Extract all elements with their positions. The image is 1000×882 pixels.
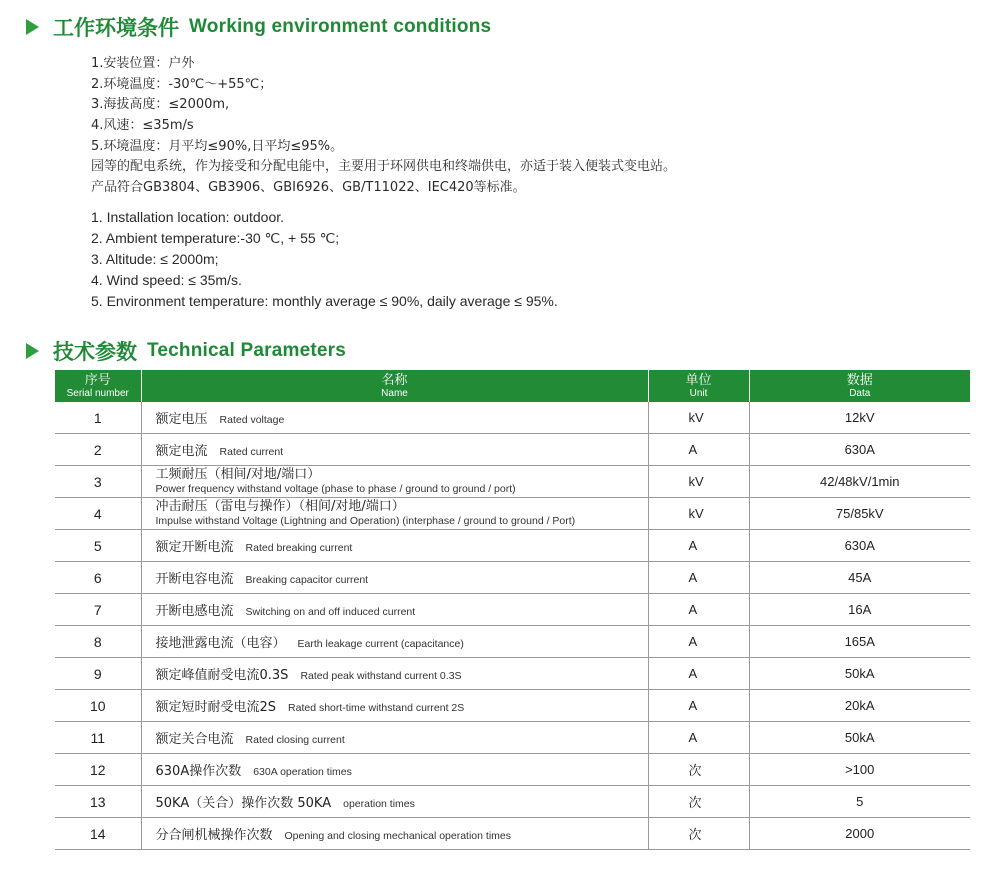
unit-cell: 次 [648, 818, 749, 850]
column-header-en: Unit [689, 387, 708, 399]
parameter-name-en: Opening and closing mechanical operation times [284, 830, 511, 842]
serial-number-cell: 4 [55, 498, 141, 530]
name-cell [141, 562, 648, 594]
parameter-name-cn: 额定峰值耐受电流0.3S [155, 668, 289, 683]
unit-cell: kV [648, 498, 749, 530]
name-cell [141, 786, 648, 818]
data-cell: 42/48kV/1min [749, 466, 970, 498]
condition-item-en: 3. Altitude: ≤ 2000m; [91, 251, 219, 267]
parameter-name-en: Rated current [219, 446, 284, 458]
data-cell: 12kV [749, 402, 970, 434]
condition-item-cn: 产品符合GB3804、GB3906、GBI6926、GB/T11022、IEC420等标准。 [91, 180, 526, 196]
unit-cell: kV [648, 466, 749, 498]
data-cell: >100 [749, 754, 970, 786]
working-conditions-title-en: Working environment conditions [189, 16, 492, 37]
data-cell: 20kA [749, 690, 970, 722]
table-row [55, 530, 970, 562]
parameter-name-en: Earth leakage current (capacitance) [297, 638, 464, 650]
parameter-name-en: 630A operation times [253, 766, 352, 778]
parameter-name-cn: 工频耐压（相间/对地/端口） [155, 466, 321, 482]
table-row [55, 658, 970, 690]
parameter-name-en: Rated peak withstand current 0.3S [300, 670, 462, 682]
table-row [55, 562, 970, 594]
parameter-name-en: operation times [343, 798, 415, 810]
data-cell: 45A [749, 562, 970, 594]
parameter-name-en: Power frequency withstand voltage (phase to phase / ground to ground / port) [155, 482, 516, 495]
working-conditions-heading [26, 12, 491, 42]
table-row [55, 818, 970, 850]
parameter-name-en: Rated voltage [219, 414, 285, 426]
unit-cell: kV [648, 402, 749, 434]
parameter-name-cn: 接地泄露电流（电容） [155, 636, 286, 651]
unit-cell: A [648, 594, 749, 626]
serial-number-cell: 2 [55, 434, 141, 466]
serial-number-cell: 7 [55, 594, 141, 626]
table-row [55, 722, 970, 754]
unit-cell: 次 [648, 754, 749, 786]
data-cell: 165A [749, 626, 970, 658]
table-row [55, 498, 970, 530]
table-body [55, 402, 970, 850]
parameter-name-cn: 额定短时耐受电流2S [155, 700, 277, 715]
name-cell [141, 690, 648, 722]
name-cell [141, 498, 648, 530]
data-cell: 16A [749, 594, 970, 626]
parameter-name-en: Rated short-time withstand current 2S [288, 702, 465, 714]
name-cell [141, 754, 648, 786]
parameter-name-cn: 额定开断电流 [155, 540, 234, 555]
unit-cell: A [648, 658, 749, 690]
condition-item-en: 4. Wind speed: ≤ 35m/s. [91, 272, 242, 288]
unit-cell: 次 [648, 786, 749, 818]
table-row [55, 434, 970, 466]
condition-item-en: 5. Environment temperature: monthly average ≤ 90%, daily average ≤ 95%. [91, 293, 558, 309]
data-cell: 75/85kV [749, 498, 970, 530]
parameter-name-cn: 分合闸机械操作次数 [155, 828, 273, 843]
column-header-cn: 数据 [846, 372, 873, 388]
conditions-list-cn [91, 54, 676, 199]
column-header-en: Data [849, 387, 871, 399]
data-cell: 50kA [749, 722, 970, 754]
name-cell [141, 722, 648, 754]
name-cell [141, 434, 648, 466]
parameter-name-cn: 额定电流 [155, 444, 208, 459]
condition-item-cn: 2.环境温度：-30℃～+55℃； [91, 76, 273, 92]
data-cell: 5 [749, 786, 970, 818]
data-cell: 630A [749, 434, 970, 466]
parameter-name-cn: 开断电感电流 [155, 604, 234, 619]
name-cell [141, 818, 648, 850]
data-cell: 50kA [749, 658, 970, 690]
unit-cell: A [648, 562, 749, 594]
serial-number-cell: 11 [55, 722, 141, 754]
data-cell: 2000 [749, 818, 970, 850]
technical-parameters-title-cn: 技术参数 [53, 340, 137, 364]
unit-cell: A [648, 530, 749, 562]
column-header-cn: 单位 [685, 372, 712, 388]
table-row [55, 786, 970, 818]
triangle-bullet-icon [26, 343, 39, 359]
column-header-unit [648, 370, 749, 402]
unit-cell: A [648, 690, 749, 722]
column-header-cn: 名称 [381, 372, 408, 388]
table-row [55, 690, 970, 722]
parameter-name-cn: 额定电压 [155, 412, 208, 427]
column-header-en: Serial number [66, 387, 129, 399]
technical-parameters-table [55, 370, 970, 850]
data-cell: 630A [749, 530, 970, 562]
serial-number-cell: 9 [55, 658, 141, 690]
column-header-cn: 序号 [84, 372, 111, 388]
table-row [55, 594, 970, 626]
parameter-name-cn: 630A操作次数 [155, 764, 242, 779]
serial-number-cell: 6 [55, 562, 141, 594]
conditions-list-en [91, 207, 558, 312]
serial-number-cell: 8 [55, 626, 141, 658]
name-cell [141, 658, 648, 690]
column-header-name [141, 370, 648, 402]
condition-item-cn: 4.风速：≤35m/s [91, 118, 194, 134]
serial-number-cell: 13 [55, 786, 141, 818]
condition-item-cn: 园等的配电系统，作为接受和分配电能中，主要用于环网供电和终端供电，亦适于装入便装式变电站。 [91, 159, 677, 175]
column-header-data [749, 370, 970, 402]
unit-cell: A [648, 722, 749, 754]
unit-cell: A [648, 626, 749, 658]
condition-item-cn: 1.安装位置：户外 [91, 56, 195, 71]
serial-number-cell: 12 [55, 754, 141, 786]
parameter-name-cn: 50KA（关合）操作次数 50KA [155, 796, 332, 811]
condition-item-cn: 3.海拔高度：≤2000m, [91, 97, 230, 113]
parameter-name-en: Impulse withstand Voltage (Lightning and Operation) (interphase / ground to ground / Port) [155, 514, 576, 527]
serial-number-cell: 1 [55, 402, 141, 434]
serial-number-cell: 3 [55, 466, 141, 498]
table-header-row [55, 370, 970, 402]
parameter-name-cn: 冲击耐压（雷电与操作）（相间/对地/端口） [155, 498, 405, 514]
triangle-bullet-icon [26, 19, 39, 35]
serial-number-cell: 10 [55, 690, 141, 722]
parameter-name-en: Switching on and off induced current [245, 606, 416, 618]
table-row [55, 754, 970, 786]
parameter-name-cn: 额定关合电流 [155, 732, 234, 747]
technical-parameters-title-en: Technical Parameters [147, 340, 347, 361]
parameter-name-en: Rated breaking current [245, 542, 353, 554]
parameter-name-cn: 开断电容电流 [155, 572, 234, 587]
column-header-serial [55, 370, 141, 402]
serial-number-cell: 14 [55, 818, 141, 850]
name-cell [141, 530, 648, 562]
serial-number-cell: 5 [55, 530, 141, 562]
table-row [55, 626, 970, 658]
table-row [55, 466, 970, 498]
table-row [55, 402, 970, 434]
parameter-name-en: Rated closing current [245, 734, 345, 746]
condition-item-cn: 5.环境温度：月平均≤90%,日平均≤95%。 [91, 138, 344, 154]
name-cell [141, 626, 648, 658]
technical-parameters-heading [26, 336, 346, 366]
condition-item-en: 1. Installation location: outdoor. [91, 209, 285, 225]
parameter-name-en: Breaking capacitor current [245, 574, 369, 586]
condition-item-en: 2. Ambient temperature:-30 ℃, + 55 ℃; [91, 230, 340, 246]
working-conditions-title-cn: 工作环境条件 [53, 16, 179, 40]
name-cell [141, 402, 648, 434]
name-cell [141, 466, 648, 498]
unit-cell: A [648, 434, 749, 466]
column-header-en: Name [381, 387, 408, 399]
name-cell [141, 594, 648, 626]
